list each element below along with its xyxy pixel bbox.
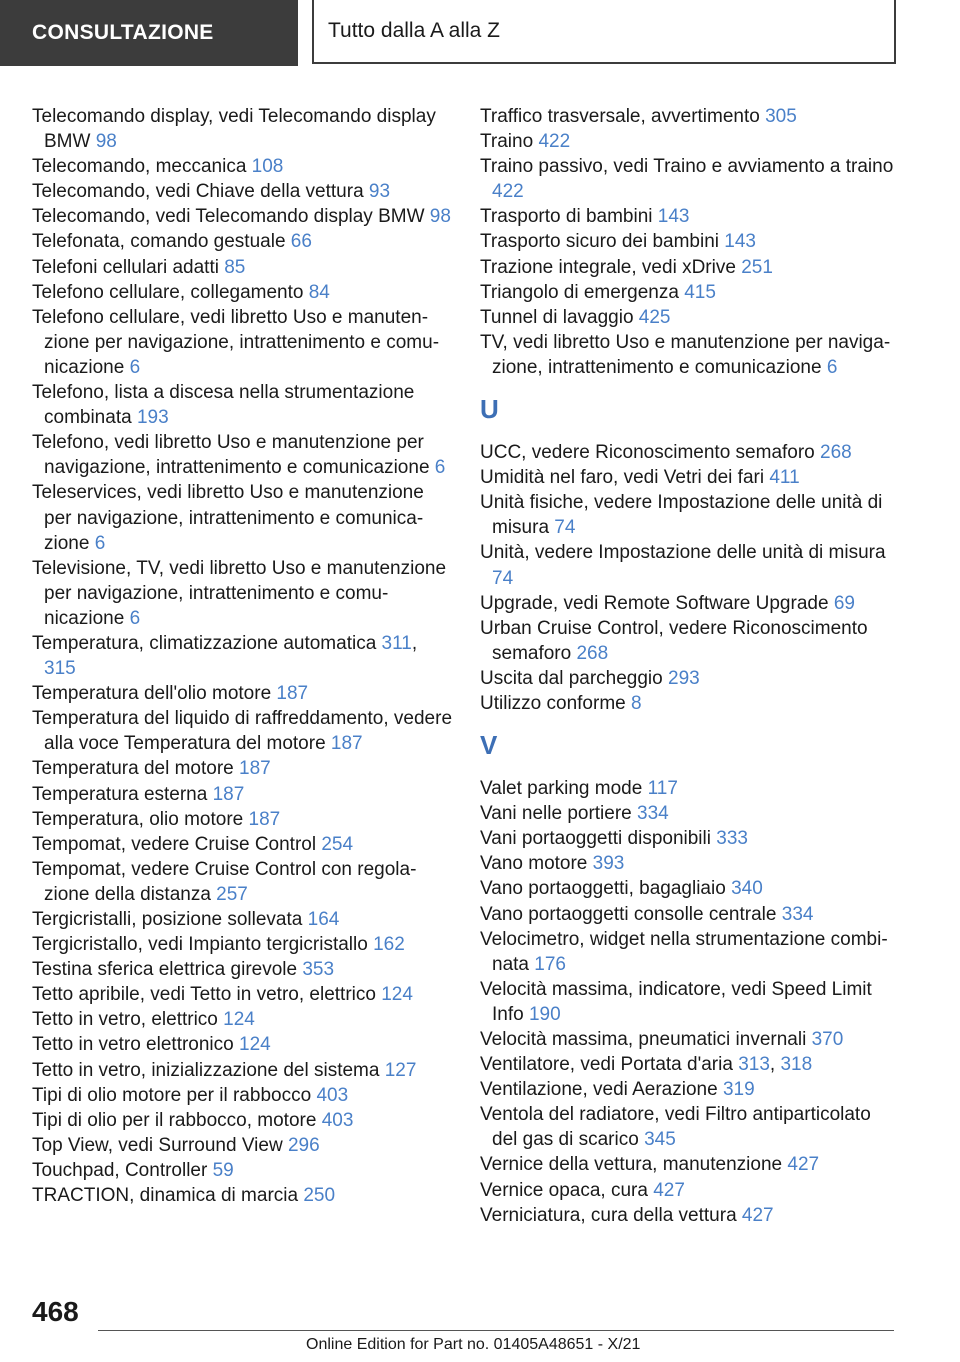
page-link[interactable]: 415 [684, 281, 716, 303]
index-entry [480, 927, 900, 977]
page-link[interactable]: 85 [224, 256, 246, 278]
index-entry [32, 229, 452, 254]
index-entry [480, 129, 900, 154]
footer-edition: Online Edition for Part no. 01405A48651 - X/21 [306, 1336, 641, 1353]
index-entry [480, 440, 900, 465]
index-list-t-left [32, 104, 452, 1208]
page-link[interactable]: 311 [381, 632, 412, 654]
page-link[interactable]: 187 [276, 683, 309, 705]
index-entry-text: Velocità massima, indicatore, vedi Speed Limit Info [480, 978, 872, 1025]
index-entry-text: Vani portaoggetti disponibili [480, 828, 711, 850]
index-entry-text: UCC, vedere Riconoscimento semaforo [480, 442, 815, 464]
chapter-title: Tutto dalla A alla Z [312, 0, 896, 64]
index-entry [32, 756, 452, 781]
index-entry [32, 1058, 452, 1083]
index-entry-text: Touchpad, Controller [32, 1159, 208, 1181]
index-entry [480, 540, 900, 590]
page-link[interactable]: 422 [538, 131, 571, 153]
index-entry-text: Telecomando, vedi Chiave della vettura [32, 181, 364, 203]
page-link[interactable]: 403 [316, 1084, 349, 1106]
index-entry [32, 932, 452, 957]
page-link[interactable]: 334 [781, 903, 814, 925]
index-entry-text: Vani nelle portiere [480, 803, 632, 825]
page-link[interactable]: 313 [738, 1054, 770, 1076]
index-entry [32, 204, 452, 229]
index-entry-text: Tetto in vetro, elettrico [32, 1009, 218, 1031]
index-entry-text: Temperatura, climatizzazione automatica [32, 632, 377, 654]
index-entry [32, 1183, 452, 1208]
index-entry-text: Tunnel di lavaggio [480, 306, 634, 328]
page-link[interactable]: 370 [811, 1029, 844, 1050]
page-header [0, 0, 960, 66]
page-link[interactable]: 353 [302, 959, 335, 981]
page-link[interactable]: 98 [429, 206, 451, 228]
index-entry: Temperatura, climatizzazione automatica 311, 315 [32, 632, 418, 680]
index-entry-text: Telecomando, meccanica [32, 156, 247, 178]
index-entry-text: Tempomat, vedere Cruise Control [32, 833, 317, 855]
index-entry-text: Traino [480, 131, 534, 153]
page-link[interactable]: 84 [308, 281, 330, 303]
page-link[interactable]: 6 [434, 457, 446, 479]
index-entry-text: Top View, vedi Surround View [32, 1134, 283, 1156]
page-link[interactable]: 333 [716, 828, 748, 850]
index-entry-text: Tetto in vetro elettronico [32, 1034, 234, 1056]
page-link[interactable]: 305 [765, 106, 797, 127]
index-entry-text: Televisione, TV, vedi libretto Uso e manutenzione per navigazione, intrattenimento e comunicazione [32, 557, 447, 629]
index-entry [32, 1032, 452, 1057]
page-link[interactable]: 176 [534, 953, 566, 975]
index-entry-text: Trasporto sicuro dei bambini [480, 231, 720, 253]
index-list-v [480, 776, 900, 1228]
page-link[interactable]: 296 [287, 1134, 320, 1156]
index-entry-text: Unità fisiche, vedere Impostazione delle unità di misura [480, 492, 883, 539]
index-entry-text: Traffico trasversale, avvertimento [480, 106, 760, 127]
index-entry [480, 616, 900, 666]
index-entry [32, 982, 452, 1007]
index-entry-text: Velocità massima, pneumatici invernali [480, 1029, 807, 1050]
index-entry [32, 706, 452, 756]
index-entry [480, 1027, 900, 1052]
index-entry-text: Telecomando, vedi Telecomando display BMW [32, 206, 425, 228]
page-link[interactable]: 162 [373, 934, 405, 956]
page-link[interactable]: 293 [668, 667, 700, 689]
page-link[interactable]: 315 [44, 658, 76, 680]
index-entry-text: Unità, vedere Impostazione delle unità di misura [480, 542, 886, 564]
index-entry [480, 465, 900, 490]
index-entry [480, 1152, 900, 1177]
index-entry-text: Ventilatore, vedi Portata d'aria [480, 1054, 733, 1076]
index-entry [32, 857, 452, 907]
page-link[interactable]: 143 [724, 231, 756, 253]
page-link[interactable]: 193 [136, 407, 169, 429]
index-entry-text: Trasporto di bambini [480, 206, 653, 228]
index-list-t-right [480, 104, 900, 380]
page-link[interactable]: 6 [826, 356, 838, 378]
index-list-u [480, 440, 900, 716]
page-link[interactable]: 411 [769, 467, 800, 489]
index-entry-text: Valet parking mode [480, 778, 643, 800]
footer-divider [98, 1330, 894, 1331]
index-entry [480, 902, 900, 927]
index-entry [32, 154, 452, 179]
page-link[interactable]: 187 [212, 783, 245, 805]
index-entry [32, 1158, 452, 1183]
index-entry-text: Tergicristalli, posizione sollevata [32, 909, 303, 930]
index-entry-text: Telefono cellulare, vedi libretto Uso e manutenzione per navigazione, intrattenimento e comunicazione [32, 306, 440, 378]
index-entry [480, 977, 900, 1027]
index-entry-text: Upgrade, vedi Remote Software Upgrade [480, 592, 829, 614]
index-entry-text: Vano motore [480, 853, 588, 875]
page-link[interactable]: 340 [731, 878, 763, 900]
index-entry-text: Tergicristallo, vedi Impianto tergicristallo [32, 934, 368, 956]
page-link[interactable]: 124 [381, 984, 413, 1006]
index-entry-text: Temperatura dell'olio motore [32, 683, 272, 705]
page-link[interactable]: 403 [321, 1109, 354, 1131]
index-entry [480, 255, 900, 280]
index-entry-text: TV, vedi libretto Uso e manutenzione per navigazione, intrattenimento e comunicazione [480, 331, 891, 378]
index-entry [480, 666, 900, 691]
index-entry [32, 681, 452, 706]
index-entry-text: Tipi di olio per il rabbocco, motore [32, 1109, 317, 1131]
page-link[interactable]: 93 [368, 181, 391, 203]
index-entry-text: Testina sferica elettrica girevole [32, 959, 298, 981]
index-entry [32, 807, 452, 832]
index-entry [32, 907, 452, 932]
index-entry [480, 1178, 900, 1203]
index-entry-text: Vernice opaca, cura [480, 1179, 648, 1201]
index-letter-v: V [480, 730, 498, 761]
index-entry-text: Vano portaoggetti, bagagliaio [480, 878, 726, 900]
page-link[interactable]: 334 [637, 803, 669, 825]
page-link[interactable]: 427 [653, 1179, 685, 1201]
index-entry-text: Ventola del radiatore, vedi Filtro antiparticolato del gas di scarico [480, 1104, 871, 1151]
index-entry [480, 204, 900, 229]
index-entry-text: Telefoni cellulari adatti [32, 256, 219, 278]
index-entry-text: Tipi di olio motore per il rabbocco [32, 1084, 312, 1106]
index-entry-text: Tempomat, vedere Cruise Control con regolazione della distanza [32, 858, 417, 905]
page-link[interactable]: 6 [94, 532, 106, 554]
page-link[interactable]: 143 [657, 206, 690, 228]
page-link[interactable]: 254 [321, 833, 354, 855]
index-entry: Ventilatore, vedi Portata d'aria 313, 318 [480, 1054, 813, 1076]
page-link[interactable]: 127 [384, 1059, 417, 1081]
page-link[interactable]: 393 [592, 853, 625, 875]
index-entry [480, 826, 900, 851]
page-link[interactable]: 319 [722, 1079, 755, 1101]
index-entry-text: Triangolo di emergenza [480, 281, 679, 303]
page-link[interactable]: 66 [290, 231, 312, 253]
page-link[interactable]: 318 [780, 1054, 813, 1076]
index-entry [32, 1133, 452, 1158]
index-entry [32, 832, 452, 857]
page-link[interactable]: 250 [303, 1185, 336, 1207]
index-entry-text: Tetto in vetro, inizializzazione del sistema [32, 1059, 380, 1081]
index-entry-text: Traino passivo, vedi Traino e avviamento a traino [480, 156, 894, 178]
index-entry [480, 490, 900, 540]
index-entry [480, 1077, 900, 1102]
page-link[interactable]: 268 [576, 642, 609, 664]
page-link[interactable]: 124 [239, 1034, 271, 1056]
index-entry-text: Temperatura, olio motore [32, 808, 244, 830]
index-entry [480, 591, 900, 616]
page-link[interactable]: 427 [787, 1154, 820, 1176]
index-entry-text: Telefono cellulare, collegamento [32, 281, 304, 303]
page-link[interactable]: 190 [528, 1003, 561, 1025]
index-entry-text: Temperatura del liquido di raffreddamento, vedere alla voce Temperatura del motore [32, 708, 453, 755]
page-link[interactable]: 69 [833, 592, 855, 614]
page-link[interactable]: 6 [129, 607, 141, 629]
index-entry [480, 1102, 900, 1152]
index-entry [480, 801, 900, 826]
index-entry [480, 851, 900, 876]
index-entry-text: Uscita dal parcheggio [480, 667, 663, 689]
index-entry-text: TRACTION, dinamica di marcia [32, 1185, 299, 1207]
index-entry [32, 305, 452, 380]
index-entry [32, 280, 452, 305]
index-entry [32, 430, 452, 480]
index-entry [32, 104, 452, 154]
index-entry-text: Telecomando display, vedi Telecomando display BMW [32, 106, 436, 153]
page-link[interactable]: 124 [223, 1009, 255, 1031]
index-letter-u: U [480, 394, 499, 425]
page-link[interactable]: 345 [644, 1129, 676, 1151]
index-entry [32, 1083, 452, 1108]
index-entry-text: Vernice della vettura, manutenzione [480, 1154, 783, 1176]
page-link[interactable]: 59 [212, 1159, 234, 1181]
index-column-left [32, 104, 452, 1208]
page-link[interactable]: 425 [638, 306, 671, 328]
index-column-right [480, 104, 900, 1228]
page-link[interactable]: 187 [239, 758, 271, 780]
index-entry-text: Urban Cruise Control, vedere Riconoscimento semaforo [480, 617, 868, 664]
index-entry [32, 556, 452, 631]
page-link[interactable]: 257 [216, 883, 248, 905]
index-entry [32, 179, 452, 204]
page-link[interactable]: 268 [820, 442, 852, 464]
page-link[interactable]: 187 [330, 733, 363, 755]
index-entry [480, 330, 900, 380]
index-entry [480, 876, 900, 901]
index-entry-text: Vano portaoggetti consolle centrale [480, 903, 777, 925]
page-link[interactable]: 164 [307, 909, 340, 930]
page-link[interactable]: 74 [492, 567, 514, 589]
index-entry [32, 782, 452, 807]
index-entry-text: Temperatura esterna [32, 783, 208, 805]
page-link[interactable]: 108 [251, 156, 284, 178]
page-link[interactable]: 187 [248, 808, 281, 830]
index-entry-text: Temperatura del motore [32, 758, 234, 780]
index-entry [480, 280, 900, 305]
index-entry [480, 154, 900, 204]
index-entry-text: Telefono, lista a discesa nella strumentazione combinata [32, 382, 415, 429]
index-entry [32, 380, 452, 430]
index-entry [32, 1108, 452, 1133]
index-entry [32, 957, 452, 982]
index-entry-text: Ventilazione, vedi Aerazione [480, 1079, 718, 1101]
page-link[interactable]: 251 [741, 256, 773, 278]
index-entry-text: Teleservices, vedi libretto Uso e manutenzione per navigazione, intrattenimento e comunicazione [32, 482, 424, 554]
index-entry-text: Trazione integrale, vedi xDrive [480, 256, 736, 278]
index-entry [480, 229, 900, 254]
index-entry-text: Telefono, vedi libretto Uso e manutenzione per navigazione, intrattenimento e comunicazione [32, 432, 430, 479]
page-link[interactable]: 8 [631, 692, 642, 714]
page-number: 468 [32, 1296, 79, 1327]
index-entry-text: Verniciatura, cura della vettura [480, 1204, 737, 1226]
index-entry-text: Velocimetro, widget nella strumentazione combinata [480, 928, 888, 975]
page-link[interactable]: 98 [95, 131, 117, 153]
page-link[interactable]: 6 [129, 356, 141, 378]
page-link[interactable]: 427 [741, 1204, 774, 1226]
page-link[interactable]: 117 [647, 778, 678, 800]
index-entry [480, 691, 900, 716]
index-entry [32, 480, 452, 555]
index-entry [32, 1007, 452, 1032]
index-entry [480, 104, 900, 129]
index-entry [480, 776, 900, 801]
page-link[interactable]: 74 [554, 517, 576, 539]
index-entry-text: Umidità nel faro, vedi Vetri dei fari [480, 467, 765, 489]
index-entry [480, 305, 900, 330]
index-entry-text: Utilizzo conforme [480, 692, 626, 714]
index-entry-text: Telefonata, comando gestuale [32, 231, 286, 253]
index-entry-text: Tetto apribile, vedi Tetto in vetro, elettrico [32, 984, 376, 1006]
page-link[interactable]: 422 [492, 181, 524, 203]
index-entry [480, 1203, 900, 1228]
section-tab: CONSULTAZIONE [0, 0, 298, 66]
index-entry [32, 255, 452, 280]
